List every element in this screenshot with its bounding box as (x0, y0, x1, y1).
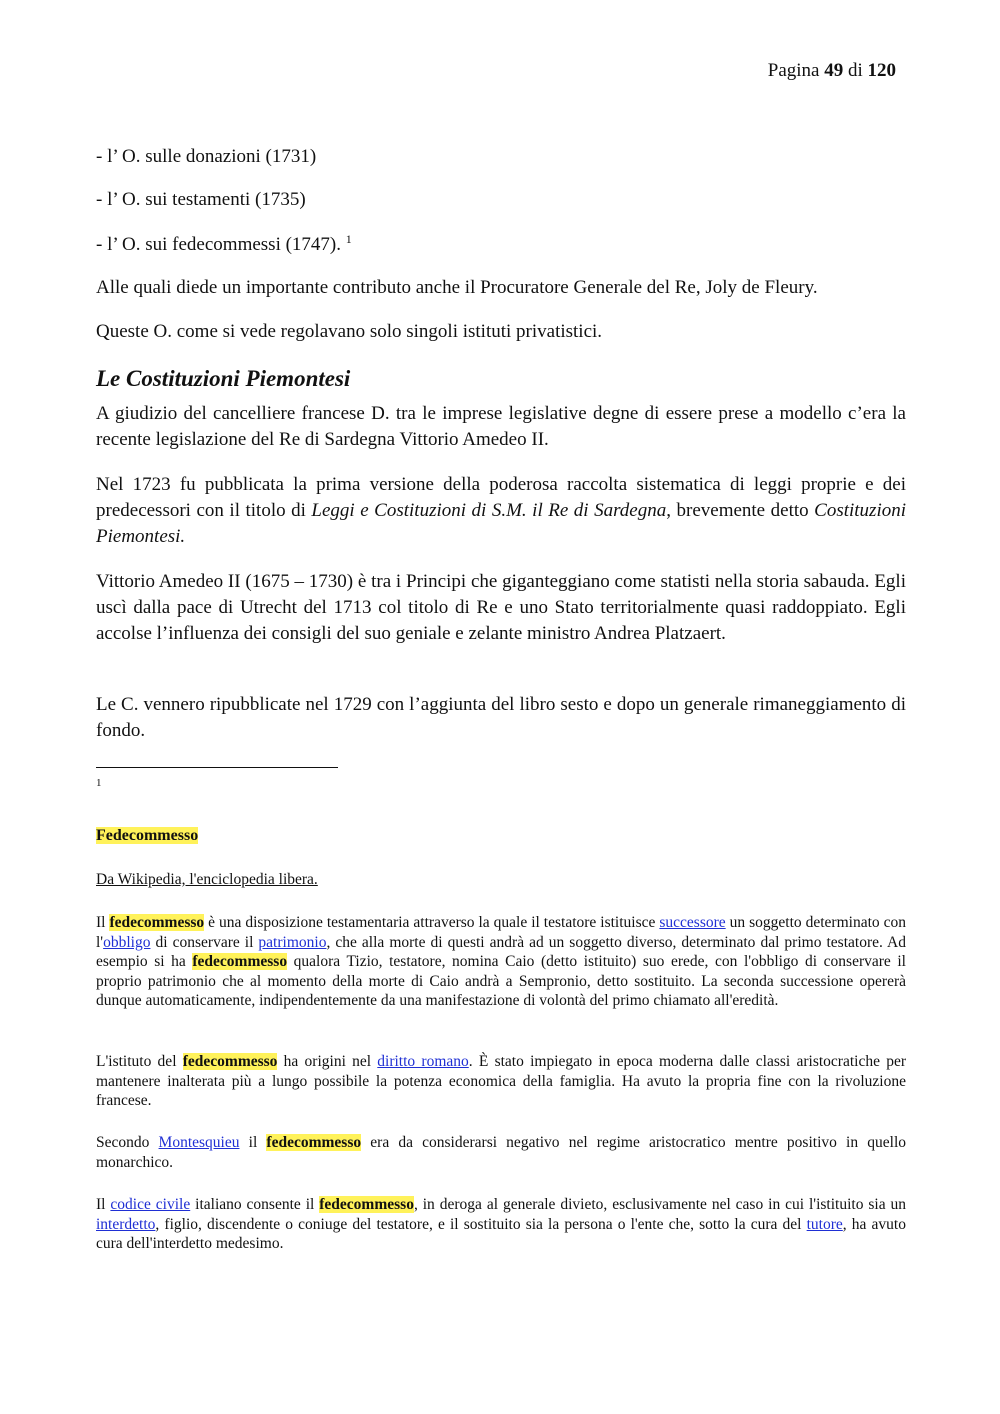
link-successore[interactable]: successore (659, 914, 726, 931)
fn-text: italiano consente il (190, 1196, 320, 1213)
fn-text: di conservare il (150, 933, 259, 951)
fn-text: . È stato impiegato in epoca moderna dalle classi aristocratiche per mantenere inalterata più a lungo possibile la potenza economica della famiglia. Ha avuto la propria fine con la rivoluzione francese. (96, 1053, 906, 1109)
paragraph-1723-short: Costituzioni Piemontesi. (96, 500, 907, 547)
fn-text: L'istituto del (96, 1053, 183, 1070)
highlight-term: fedecommesso (109, 914, 205, 931)
paragraph-1723-before: Nel 1723 fu pubblicata la prima versione della poderosa raccolta sistematica di leggi proprie e dei predecessori con il titolo di (96, 474, 906, 521)
link-tutore[interactable]: tutore (806, 1215, 843, 1233)
paragraph-queste: Queste O. come si vede regolavano solo singoli istituti privatistici. (96, 321, 603, 342)
footnote-title-text: Fedecommesso (96, 827, 199, 844)
link-obbligo[interactable]: obbligo (103, 933, 151, 951)
paragraph-1723 (96, 472, 906, 550)
paragraph-1723-title: Leggi e Costituzioni di S.M. il Re di Sardegna (311, 500, 667, 521)
footnote-divider (96, 767, 338, 768)
fn-text: , figlio, discendente o coniuge del testatore, e il sostituito sia la persona o l'ente che, sotto la cura del (155, 1215, 807, 1233)
highlight-term: fedecommesso (192, 953, 288, 970)
footnote-paragraph-1 (96, 913, 906, 1011)
fn-text: , che alla morte di questi andrà ad un soggetto diverso, determinato dal primo testatore. Ad esempio si ha (96, 933, 906, 970)
fn-text: è una disposizione testamentaria attraverso la quale il testatore istituisce (204, 914, 660, 931)
footnote-number: 1 (96, 777, 102, 789)
page-number (768, 60, 896, 82)
fn-text: Il (96, 1196, 111, 1213)
highlight-term: fedecommesso (319, 1196, 414, 1213)
paragraph-giudizio: A giudizio del cancelliere francese D. tra le imprese legislative degne di essere prese a modello c’era la recente legislazione del Re di Sardegna Vittorio Amedeo II. (96, 403, 906, 450)
page-word: Pagina (767, 60, 820, 81)
link-montesquieu[interactable]: Montesquieu (158, 1134, 240, 1151)
fn-text: , in deroga al generale divieto, esclusivamente nel caso in cui l'istituito sia un (413, 1196, 907, 1213)
link-codice-civile[interactable]: codice civile (110, 1196, 191, 1213)
fn-text: era da considerarsi negativo nel regime aristocratico mentre positivo in quello monarchico. (96, 1134, 906, 1171)
highlight-term: fedecommesso (266, 1134, 362, 1151)
footnote-source: Da Wikipedia, l'enciclopedia libera. (96, 871, 318, 888)
section-title: Le Costituzioni Piemontesi (96, 366, 351, 391)
footnote-paragraph-2 (96, 1052, 906, 1111)
fn-text: Il (96, 914, 110, 931)
page-total: 120 (867, 60, 896, 81)
fn-text: Secondo (96, 1134, 159, 1151)
fn-text: ha origini nel (277, 1053, 378, 1070)
footnote-reference[interactable]: 1 (345, 232, 352, 246)
page-current: 49 (824, 60, 844, 81)
link-patrimonio[interactable]: patrimonio (258, 933, 327, 951)
page-of: di (847, 60, 863, 81)
footnote-paragraph-4 (96, 1195, 906, 1254)
list-item-testamenti: - l’ O. sui testamenti (1735) (96, 189, 306, 210)
list-item-donazioni: - l’ O. sulle donazioni (1731) (96, 146, 317, 167)
list-item-fedecommessi-text: - l’ O. sui fedecommessi (1747). (96, 234, 342, 255)
fn-text: , ha avuto cura dell'interdetto medesimo. (96, 1215, 906, 1252)
fn-text: il (239, 1134, 267, 1151)
fn-text: un soggetto determinato con l' (96, 914, 906, 951)
paragraph-1723-middle: , brevemente detto (666, 500, 815, 521)
link-interdetto[interactable]: interdetto (96, 1215, 156, 1233)
link-diritto-romano[interactable]: diritto romano (377, 1053, 469, 1070)
footnote-paragraph-3 (96, 1133, 906, 1172)
highlight-term: fedecommesso (182, 1053, 278, 1070)
fn-text: qualora Tizio, testatore, nomina Caio (detto istituito) suo erede, con l'obbligo di conservare il proprio patrimonio che al momento della morte di Caio andrà a Sempronio, detto sostituito. La seconda successione opererà dunque automaticamente, indipendentemente da una manifestazione di volontà del primo chiamato all'eredità. (96, 953, 906, 1009)
paragraph-contributo: Alle quali diede un importante contributo anche il Procuratore Generale del Re, Joly de Fleury. (96, 277, 818, 298)
list-item-fedecommessi (96, 232, 352, 256)
paragraph-vittorio: Vittorio Amedeo II (1675 – 1730) è tra i Principi che giganteggiano come statisti nella storia sabauda. Egli uscì dalla pace di Utrecht del 1713 col titolo di Re e uno Stato territorialmente quasi raddoppiato. Egli accolse l’influenza dei consigli del suo geniale e zelante ministro Andrea Platzaert. (96, 571, 906, 644)
paragraph-1729: Le C. vennero ripubblicate nel 1729 con l’aggiunta del libro sesto e dopo un generale rimaneggiamento di fondo. (96, 694, 906, 741)
footnote-title (96, 827, 198, 845)
